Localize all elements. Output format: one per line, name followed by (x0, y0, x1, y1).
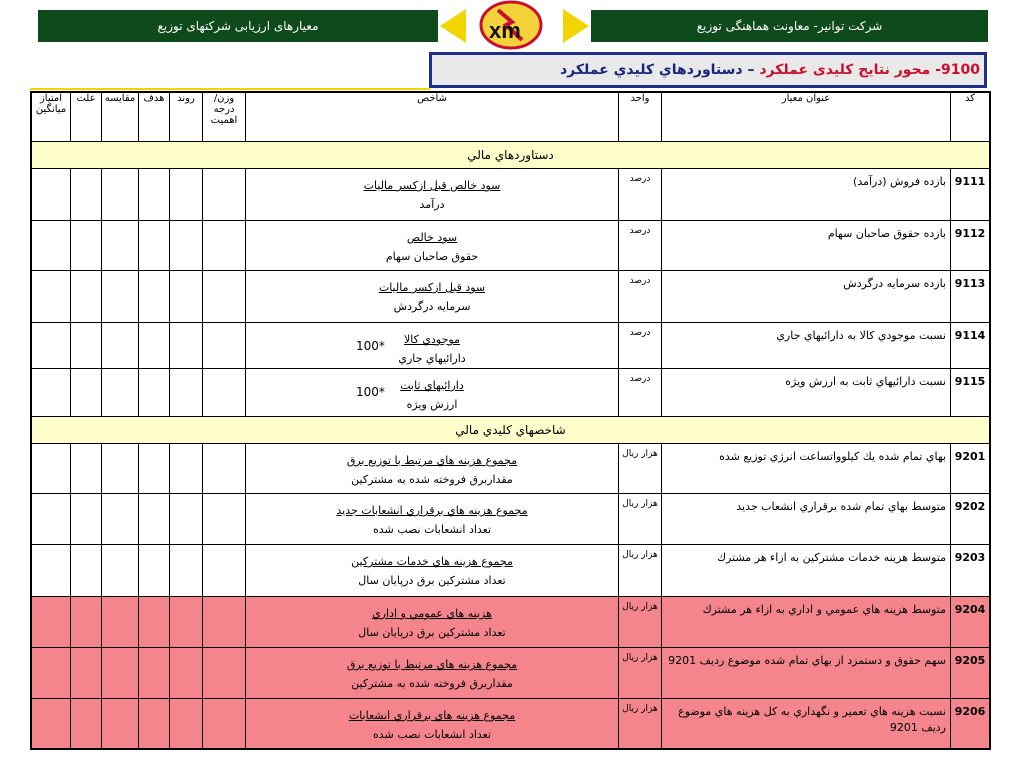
table-row (31, 169, 990, 221)
weight-cell[interactable] (203, 323, 246, 369)
comparison-cell[interactable] (102, 271, 139, 323)
weight-cell[interactable] (203, 169, 246, 221)
section-row (31, 417, 990, 444)
indicator-numerator: دارائيهاي ثابت (400, 379, 464, 392)
row-unit: هزار ريال (619, 545, 662, 597)
row-title: متوسط هزينه خدمات مشتركين به ازاء هر مشترك (662, 545, 951, 597)
cause-cell[interactable] (71, 369, 102, 417)
row-unit: هزار ريال (619, 648, 662, 699)
section-title-main: 9100- محور نتایج کلیدی عملکرد (759, 62, 980, 78)
indicator-denominator: سرمايه درگردش (393, 300, 471, 313)
row-code: 9112 (951, 221, 991, 271)
comparison-cell[interactable] (102, 169, 139, 221)
row-title: متوسط بهاي تمام شده برقراري انشعاب جديد (662, 494, 951, 545)
weight-cell[interactable] (203, 271, 246, 323)
cause-cell[interactable] (71, 699, 102, 749)
row-code: 9204 (951, 597, 991, 648)
trend-cell[interactable] (170, 169, 203, 221)
table-row (31, 648, 990, 699)
target-cell[interactable] (139, 323, 170, 369)
row-indicator (246, 221, 619, 271)
comparison-cell[interactable] (102, 699, 139, 749)
header-indicator: شاخص (246, 92, 619, 142)
row-indicator (246, 323, 619, 369)
cause-cell[interactable] (71, 597, 102, 648)
header-comparison: مقايسه (102, 92, 139, 142)
row-code: 9113 (951, 271, 991, 323)
row-indicator (246, 494, 619, 545)
header-target: هدف (139, 92, 170, 142)
row-indicator (246, 545, 619, 597)
row-code: 9202 (951, 494, 991, 545)
weight-cell[interactable] (203, 699, 246, 749)
row-title: نسبت موجودي كالا به دارائيهاي جاري (662, 323, 951, 369)
indicator-numerator: هزينه هاي عمومي و اداري (372, 607, 492, 620)
row-unit: درصد (619, 369, 662, 417)
comparison-cell[interactable] (102, 221, 139, 271)
table-row (31, 545, 990, 597)
target-cell[interactable] (139, 444, 170, 494)
row-unit: درصد (619, 271, 662, 323)
trend-cell[interactable] (170, 323, 203, 369)
row-title: بهاي تمام شده يك كيلوواتساعت انرژي توزيع شده (662, 444, 951, 494)
row-title: متوسط هزينه هاي عمومي و اداري به ازاء هر مشترك (662, 597, 951, 648)
header-trend: روند (170, 92, 203, 142)
weight-cell[interactable] (203, 221, 246, 271)
indicator-numerator: سود خالص قبل ازكسر ماليات (363, 179, 501, 192)
indicator-denominator: تعداد انشعابات نصب شده (372, 728, 492, 741)
trend-cell[interactable] (170, 444, 203, 494)
weight-cell[interactable] (203, 648, 246, 699)
row-title: نسبت دارائيهاي ثابت به ارزش ويژه (662, 369, 951, 417)
comparison-cell[interactable] (102, 494, 139, 545)
indicator-numerator: مجموع هزينه هاي مرتبط با توزيع برق (346, 658, 518, 671)
target-cell[interactable] (139, 648, 170, 699)
cause-cell[interactable] (71, 545, 102, 597)
row-title: سهم حقوق و دستمزد از بهاي تمام شده موضوع رديف 9201 (662, 648, 951, 699)
indicator-numerator: سود خالص (406, 231, 458, 244)
weight-cell[interactable] (203, 597, 246, 648)
header-code: کد (951, 92, 991, 142)
indicator-denominator: تعداد مشتركين برق درپايان سال (358, 626, 506, 639)
row-indicator (246, 271, 619, 323)
cause-cell[interactable] (71, 323, 102, 369)
target-cell[interactable] (139, 494, 170, 545)
row-unit: درصد (619, 323, 662, 369)
row-unit: درصد (619, 221, 662, 271)
header-unit: واحد (619, 92, 662, 142)
row-indicator (246, 444, 619, 494)
row-indicator (246, 699, 619, 749)
row-code: 9206 (951, 699, 991, 749)
section-label: شاخصهاي كليدي مالي (31, 417, 990, 444)
row-unit: هزار ريال (619, 444, 662, 494)
section-title-dash: – (742, 62, 760, 78)
trend-cell[interactable] (170, 545, 203, 597)
table-row (31, 597, 990, 648)
cause-cell[interactable] (71, 494, 102, 545)
table-row (31, 221, 990, 271)
target-cell[interactable] (139, 699, 170, 749)
table-row (31, 271, 990, 323)
table-row (31, 369, 990, 417)
comparison-cell[interactable] (102, 369, 139, 417)
row-code: 9205 (951, 648, 991, 699)
indicator-numerator: مجموع هزينه هاي برقراري انشعابات جديد (336, 504, 528, 517)
cause-cell[interactable] (71, 221, 102, 271)
company-logo (478, 0, 546, 50)
score-cell[interactable] (31, 169, 71, 221)
row-code: 9203 (951, 545, 991, 597)
cause-cell[interactable] (71, 271, 102, 323)
indicator-denominator: ارزش ويژه (406, 398, 458, 411)
header-left-title: معیارهای ارزیابی شرکتهای توزیع (38, 10, 438, 42)
section-title-sub: دستاوردهاي كليدي عملكرد (560, 62, 743, 78)
row-title: بازده فروش (درآمد) (662, 169, 951, 221)
comparison-cell[interactable] (102, 444, 139, 494)
row-title: بازده حقوق صاحبان سهام (662, 221, 951, 271)
header-weight: وزن/ درجه اهميت (203, 92, 246, 142)
target-cell[interactable] (139, 221, 170, 271)
target-cell[interactable] (139, 597, 170, 648)
trend-cell[interactable] (170, 597, 203, 648)
section-label: دستاوردهاي مالي (31, 142, 990, 169)
target-cell[interactable] (139, 169, 170, 221)
criteria-table (30, 91, 991, 750)
trend-cell[interactable] (170, 369, 203, 417)
indicator-denominator: دارائيهاي جاري (398, 352, 466, 365)
trend-cell[interactable] (170, 648, 203, 699)
table-header-row (31, 92, 990, 142)
row-code: 9115 (951, 369, 991, 417)
row-indicator (246, 597, 619, 648)
weight-cell[interactable] (203, 369, 246, 417)
table-row (31, 323, 990, 369)
comparison-cell[interactable] (102, 648, 139, 699)
previous-arrow-icon[interactable] (440, 9, 466, 43)
target-cell[interactable] (139, 369, 170, 417)
indicator-multiplier: 100* (356, 385, 385, 399)
row-unit: هزار ريال (619, 494, 662, 545)
score-cell[interactable] (31, 494, 71, 545)
score-cell[interactable] (31, 271, 71, 323)
row-unit: هزار ريال (619, 699, 662, 749)
row-indicator (246, 369, 619, 417)
row-code: 9201 (951, 444, 991, 494)
indicator-numerator: موجودي كالا (404, 333, 460, 346)
cause-cell[interactable] (71, 648, 102, 699)
row-code: 9111 (951, 169, 991, 221)
cause-cell[interactable] (71, 444, 102, 494)
table-row (31, 494, 990, 545)
section-title (429, 52, 987, 88)
header-score: امتياز ميانگين (31, 92, 71, 142)
indicator-denominator: حقوق صاحبان سهام (385, 250, 479, 263)
target-cell[interactable] (139, 271, 170, 323)
indicator-denominator: مقداربرق فروخته شده به مشتركين (351, 677, 513, 690)
target-cell[interactable] (139, 545, 170, 597)
title-underline (30, 88, 430, 90)
comparison-cell[interactable] (102, 597, 139, 648)
trend-cell[interactable] (170, 221, 203, 271)
weight-cell[interactable] (203, 444, 246, 494)
row-indicator (246, 648, 619, 699)
header-right-title: شرکت توانیر- معاونت هماهنگی توزیع (591, 10, 988, 42)
score-cell[interactable] (31, 545, 71, 597)
next-arrow-icon[interactable] (563, 9, 589, 43)
score-cell[interactable] (31, 221, 71, 271)
score-cell[interactable] (31, 597, 71, 648)
row-unit: درصد (619, 169, 662, 221)
score-cell[interactable] (31, 323, 71, 369)
indicator-denominator: مقداربرق فروخته شده به مشتركين (351, 473, 513, 486)
weight-cell[interactable] (203, 494, 246, 545)
indicator-numerator: مجموع هزينه هاي خدمات مشتركين (351, 555, 513, 568)
row-title: بازده سرمايه درگردش (662, 271, 951, 323)
indicator-numerator: سود قبل ازكسر ماليات (378, 281, 486, 294)
weight-cell[interactable] (203, 545, 246, 597)
svg-text:xm: xm (489, 18, 521, 43)
row-indicator (246, 169, 619, 221)
indicator-numerator: مجموع هزينه هاي مرتبط با توزيع برق (346, 454, 518, 467)
score-cell[interactable] (31, 369, 71, 417)
header-cause: علت (71, 92, 102, 142)
score-cell[interactable] (31, 699, 71, 749)
trend-cell[interactable] (170, 494, 203, 545)
indicator-denominator: درآمد (419, 198, 445, 211)
indicator-numerator: مجموع هزينه هاي برقراري انشعابات (348, 709, 516, 722)
comparison-cell[interactable] (102, 545, 139, 597)
header-title: عنوان معيار (662, 92, 951, 142)
table-row (31, 699, 990, 749)
trend-cell[interactable] (170, 271, 203, 323)
row-title: نسبت هزينه هاي تعمير و نگهداري به كل هزينه هاي موضوع رديف 9201 (662, 699, 951, 749)
row-unit: هزار ريال (619, 597, 662, 648)
trend-cell[interactable] (170, 699, 203, 749)
comparison-cell[interactable] (102, 323, 139, 369)
indicator-denominator: تعداد مشتركين برق درپايان سال (358, 574, 506, 587)
table-row (31, 444, 990, 494)
section-row (31, 142, 990, 169)
score-cell[interactable] (31, 444, 71, 494)
indicator-denominator: تعداد انشعابات نصب شده (372, 523, 492, 536)
row-code: 9114 (951, 323, 991, 369)
indicator-multiplier: 100* (356, 339, 385, 353)
score-cell[interactable] (31, 648, 71, 699)
cause-cell[interactable] (71, 169, 102, 221)
